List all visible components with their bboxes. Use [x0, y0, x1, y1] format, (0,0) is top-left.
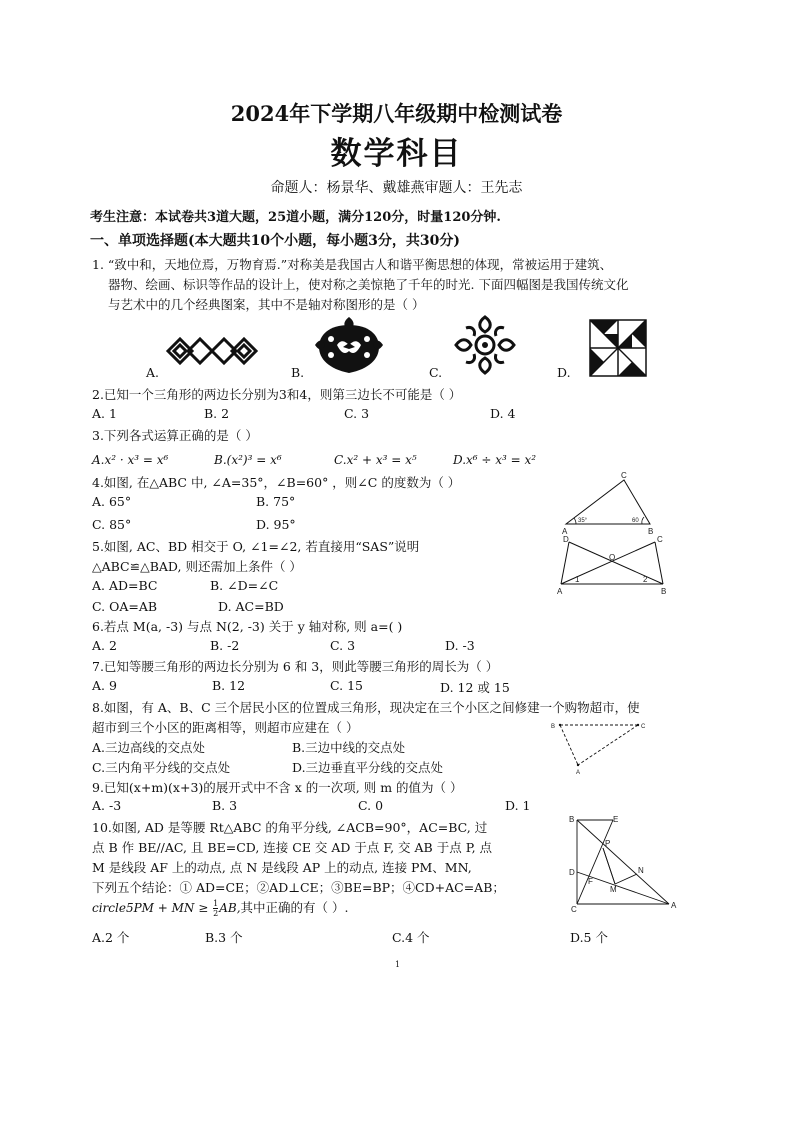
q10-line2: 点 B 作 BE//AC, 且 BE=CD, 连接 CE 交 AD 于点 F, 交 AB 于点 P, 点	[92, 840, 493, 855]
q9-option-d: D. 1	[505, 798, 531, 813]
q7-option-a: A. 9	[92, 678, 117, 693]
q2-option-c: C. 3	[344, 406, 370, 421]
q10-label-a: A	[671, 901, 677, 910]
q10-frac-num: 1	[213, 899, 219, 908]
q4-angle-a: 35°	[578, 518, 588, 524]
q6-option-a: A. 2	[92, 638, 117, 653]
q10-line4: 下列五个结论：① AD=CE；②AD⊥CE；③BE=BP；④CD+AC=AB；	[92, 880, 505, 895]
q10-label-d: D	[569, 868, 575, 877]
q8-label-b: B	[551, 724, 556, 730]
q10-label-c: C	[571, 905, 577, 914]
q4-label-a: A	[562, 527, 568, 536]
q10-label-e: E	[613, 815, 619, 824]
q10-option-c: C.4 个	[392, 930, 430, 945]
exam-title: 2024年下学期八年级期中检测试卷	[230, 101, 563, 126]
q3-option-d: D.x⁶ ÷ x³ = x²	[453, 453, 537, 467]
q10-frac-den: 2	[213, 909, 219, 918]
q9-stem: 9.已知(x+m)(x+3)的展开式中不含 x 的一次项, 则 m 的值为（ ）	[92, 780, 463, 795]
q6-stem: 6.若点 M(a, -3) 与点 N(2, -3) 关于 y 轴对称, 则 a=( )	[92, 619, 403, 634]
pattern-d-icon	[588, 318, 648, 378]
q1-line3: 与艺术中的几个经典图案，其中不是轴对称图形的是（ ）	[108, 297, 425, 312]
q3-option-c: C.x² + x³ = x⁵	[334, 453, 417, 467]
q10-line3: M 是线段 AF 上的动点, 点 N 是线段 AP 上的动点, 连接 PM、MN,	[92, 860, 472, 875]
pattern-b-icon	[313, 315, 385, 375]
q4-option-c: C. 85°	[92, 517, 132, 532]
q10-option-b: B.3 个	[205, 930, 243, 945]
q9-option-a: A. -3	[92, 798, 122, 813]
q10-line5-expr: circle5PM + MN ≥	[92, 901, 213, 915]
q1-option-b: B.	[291, 365, 305, 380]
q10-option-d: D.5 个	[570, 930, 608, 945]
q5-line2: △ABC≌△BAD, 则还需加上条件（ ）	[92, 559, 302, 574]
q1-line2: 器物、绘画、标识等作品的设计上，使对称之美惊艳了千年的时光. 下面四幅图是我国传统文化	[108, 277, 629, 292]
q1-option-c: C.	[429, 365, 443, 380]
q1-option-d: D.	[557, 365, 571, 380]
q10-label-n: N	[638, 866, 644, 875]
q4-stem: 4.如图, 在△ABC 中, ∠A=35°，∠B=60° ，则∠C 的度数为（ ）	[92, 475, 461, 490]
q6-option-c: C. 3	[330, 638, 356, 653]
pattern-a-icon	[164, 330, 260, 372]
q10-line1: 10.如图, AD 是等腰 Rt△ABC 的角平分线, ∠ACB=90°，AC=BC, 过	[92, 820, 488, 835]
q10-line5-ab: AB,	[219, 901, 241, 915]
q8-figure	[550, 717, 650, 777]
q2-option-a: A. 1	[92, 406, 117, 421]
q5-figure	[553, 534, 671, 598]
q10-fraction	[213, 899, 218, 918]
q5-label-1: 1	[575, 575, 580, 584]
q8-option-c: C.三内角平分线的交点处	[92, 760, 231, 775]
q8-option-b: B.三边中线的交点处	[292, 740, 406, 755]
q3-option-a: A.x² · x³ = x⁶	[92, 453, 169, 467]
q3-option-b: B.(x²)³ = x⁶	[214, 453, 282, 467]
q5-label-o: O	[609, 553, 616, 562]
q1-line1: 1. “致中和，天地位焉，万物育焉.”对称美是我国古人和谐平衡思想的体现，常被运用于建筑、	[92, 257, 613, 272]
q4-option-b: B. 75°	[256, 494, 296, 509]
q4-angle-b: 60	[632, 518, 639, 524]
q8-line1: 8.如图，有 A、B、C 三个居民小区的位置成三角形，现决定在三个小区之间修建一个购物超市，使	[92, 700, 640, 715]
q5-option-a: A. AD=BC	[92, 578, 158, 593]
q8-option-a: A.三边高线的交点处	[92, 740, 206, 755]
q7-option-d: D. 12 或 15	[440, 680, 510, 695]
q4-label-b: B	[648, 527, 654, 536]
q5-option-c: C. OA=AB	[92, 599, 158, 614]
q2-option-b: B. 2	[204, 406, 230, 421]
q8-label-c: C	[641, 724, 646, 730]
subject-title: 数学科目	[330, 136, 463, 172]
q7-option-b: B. 12	[212, 678, 246, 693]
q8-label-a: A	[576, 770, 581, 776]
q4-triangle-figure	[558, 470, 663, 538]
page-number: 1	[395, 960, 401, 969]
q5-label-b: B	[661, 587, 667, 596]
q3-stem: 3.下列各式运算正确的是（ ）	[92, 428, 258, 443]
exam-notice: 考生注意：本试卷共3道大题，25道小题，满分120分，时量120分钟.	[90, 210, 501, 225]
q9-option-c: C. 0	[358, 798, 384, 813]
q9-option-b: B. 3	[212, 798, 238, 813]
q10-figure	[563, 812, 688, 917]
q4-option-a: A. 65°	[92, 494, 132, 509]
q7-option-c: C. 15	[330, 678, 363, 693]
q5-label-d: D	[563, 535, 569, 544]
q10-label-p: P	[605, 839, 611, 848]
pattern-c-icon	[452, 314, 518, 376]
q5-label-2: 2	[643, 575, 648, 584]
q10-label-f: F	[588, 877, 593, 886]
q10-label-b: B	[569, 815, 575, 824]
q4-option-d: D. 95°	[256, 517, 296, 532]
q5-option-b: B. ∠D=∠C	[210, 578, 279, 593]
q2-option-d: D. 4	[490, 406, 516, 421]
q5-label-a: A	[557, 587, 563, 596]
q8-option-d: D.三边垂直平分线的交点处	[292, 760, 444, 775]
q8-line2: 超市到三个小区的距离相等，则超市应建在（ ）	[92, 720, 359, 735]
q2-stem: 2.已知一个三角形的两边长分别为3和4，则第三边长不可能是（ ）	[92, 387, 462, 402]
q5-line1: 5.如图, AC、BD 相交于 O, ∠1=∠2, 若直接用“SAS”说明	[92, 539, 420, 554]
q10-line5-tail: 其中正确的有（ ）.	[240, 900, 349, 915]
q10-option-a: A.2 个	[92, 930, 130, 945]
q10-line5	[92, 898, 348, 918]
q1-option-a: A.	[146, 365, 160, 380]
q6-option-d: D. -3	[445, 638, 475, 653]
q4-label-c: C	[621, 471, 627, 480]
q5-option-d: D. AC=BD	[218, 599, 284, 614]
q6-option-b: B. -2	[210, 638, 240, 653]
authors-line: 命题人：杨景华、戴雄燕审题人：王先志	[270, 180, 523, 196]
q10-label-m: M	[610, 885, 617, 894]
section-heading: 一、单项选择题(本大题共10个小题，每小题3分，共30分)	[90, 233, 460, 249]
q5-label-c: C	[657, 535, 663, 544]
q7-stem: 7.已知等腰三角形的两边长分别为 6 和 3，则此等腰三角形的周长为（ ）	[92, 659, 499, 674]
